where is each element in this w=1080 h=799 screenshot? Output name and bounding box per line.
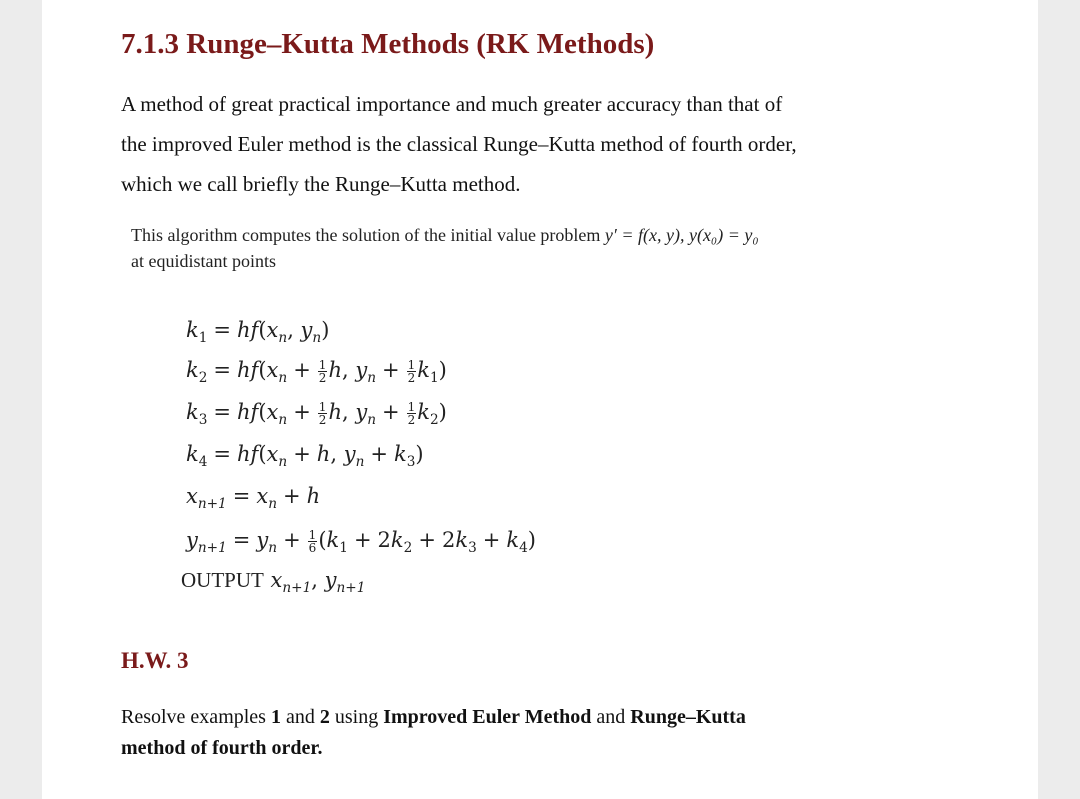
- algorithm-line-2: at equidistant points: [131, 251, 276, 271]
- formula-y-next: $y_{n+1} = y_n$ + $\frac{1}{6}$ $(k_1 + 2k_2 + 2k_3 + k_4)$: [186, 528, 536, 556]
- homework-line-2: [121, 733, 921, 764]
- formula-k3: $k_3 = hf(x_n$ + $\frac{1}{2}$ h, $y_n$ + $\frac{1}{2}$ $k_2$): [186, 400, 447, 428]
- ivp-equation: y′ = f(x, y), y(x₀) = y₀: [604, 225, 759, 245]
- output-label: OUTPUT: [181, 568, 264, 592]
- formula-k1: $k_1 = hf(x_n$, $y_n$): [186, 318, 330, 346]
- hw-text-1: Resolve examples: [121, 706, 271, 728]
- hw-example-1: 1: [270, 706, 281, 728]
- formula-k2: $k_2 = hf(x_n$ + $\frac{1}{2}$ h, $y_n$ + $\frac{1}{2}$ $k_1$): [186, 358, 447, 386]
- intro-line-3: which we call briefly the Runge–Kutta method.: [121, 172, 521, 196]
- algorithm-line-1-text: This algorithm computes the solution of the initial value problem: [131, 225, 601, 245]
- homework-text: [121, 702, 921, 764]
- homework-line-1: [121, 702, 921, 733]
- formula-output: OUTPUT $x_{n+1}$, $y_{n+1}$: [181, 568, 366, 596]
- formula-k4: $k_4 = hf(x_n + h$, $y_n + k_3$): [186, 442, 424, 470]
- hw-method-2: Runge–Kutta: [630, 706, 746, 728]
- hw-text-3: using: [329, 706, 384, 728]
- algorithm-description: [131, 222, 759, 274]
- hw-text-4: and: [591, 706, 631, 728]
- intro-line-2: the improved Euler method is the classical Runge–Kutta method of fourth order,: [121, 132, 797, 156]
- homework-title: H.W. 3: [121, 648, 189, 673]
- hw-method-2-cont: method of fourth order.: [121, 737, 323, 759]
- section-title: 7.1.3 Runge–Kutta Methods (RK Methods): [121, 28, 655, 60]
- hw-text-2: and: [280, 706, 320, 728]
- hw-example-2: 2: [319, 706, 330, 728]
- intro-paragraph: [121, 84, 921, 204]
- intro-line-1: A method of great practical importance and much greater accuracy than that of: [121, 92, 783, 116]
- algorithm-line-1: [131, 222, 759, 248]
- hw-method-1: Improved Euler Method: [383, 706, 592, 728]
- formula-x-next: $x_{n+1} = x_n + h$: [186, 484, 321, 512]
